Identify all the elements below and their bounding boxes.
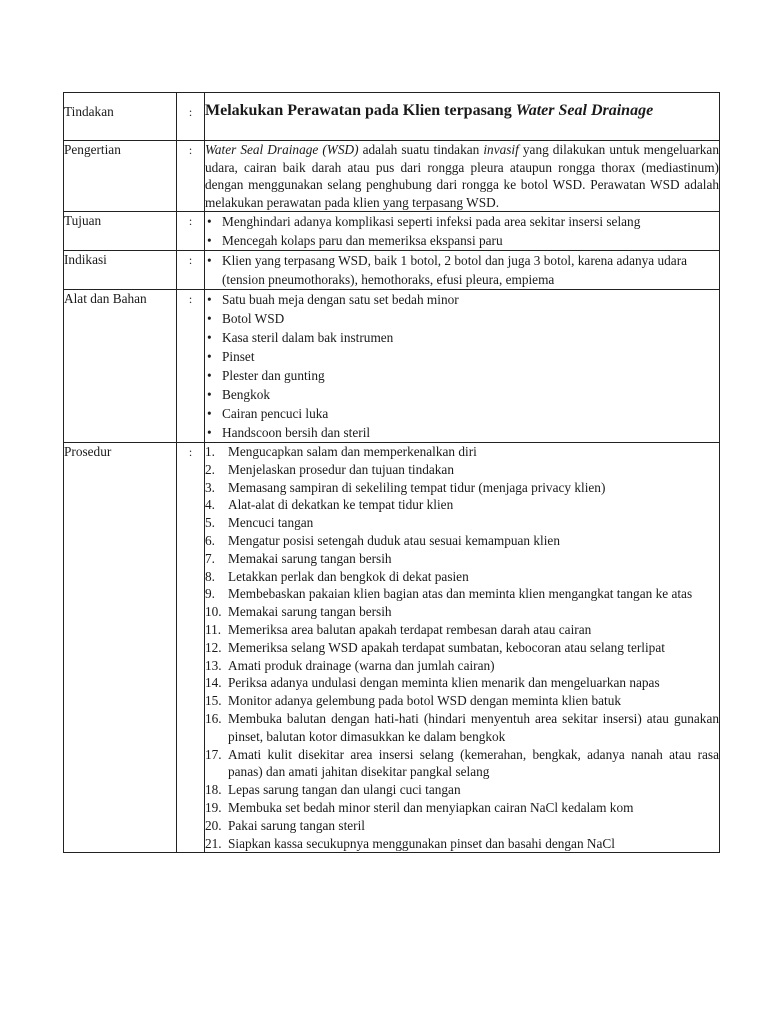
step-text: Siapkan kassa secukupnya menggunakan pinset dan basahi dengan NaCl — [228, 835, 615, 851]
procedure-step — [205, 496, 719, 514]
procedure-step — [205, 532, 719, 550]
step-number: 2. — [205, 461, 215, 477]
row-alat — [64, 290, 720, 443]
step-number: 13. — [205, 657, 222, 673]
colon-separator: : — [177, 443, 205, 853]
procedure-step — [205, 657, 719, 675]
procedure-step — [205, 621, 719, 639]
procedure-step — [205, 710, 719, 746]
list-item: • Plester dan gunting — [205, 366, 719, 385]
definition-italic-term: Water Seal Drainage (WSD) — [205, 142, 359, 157]
equipment-cell — [205, 290, 720, 443]
step-number: 16. — [205, 710, 222, 726]
colon-separator: : — [177, 251, 205, 290]
step-number: 9. — [205, 586, 215, 602]
procedure-step — [205, 568, 719, 586]
step-number: 7. — [205, 550, 215, 566]
procedure-step — [205, 692, 719, 710]
step-text: Mengucapkan salam dan memperkenalkan diri — [228, 444, 477, 459]
objectives-list — [205, 212, 719, 250]
procedure-step — [205, 639, 719, 657]
step-number: 3. — [205, 479, 215, 495]
indications-list — [205, 251, 719, 289]
title-italic: Water Seal Drainage — [515, 102, 654, 119]
procedure-cell — [205, 443, 720, 853]
step-text: Menjelaskan prosedur dan tujuan tindakan — [228, 461, 454, 477]
row-label-tujuan: Tujuan — [64, 212, 177, 251]
row-label-tindakan: Tindakan — [64, 93, 177, 141]
procedure-step — [205, 835, 719, 853]
list-item: • Bengkok — [205, 385, 719, 404]
procedure-step — [205, 585, 719, 603]
step-number: 10. — [205, 604, 222, 620]
row-label-alat: Alat dan Bahan — [64, 290, 177, 443]
step-number: 15. — [205, 693, 222, 709]
step-number: 14. — [205, 675, 222, 691]
list-item: • Cairan pencuci luka — [205, 404, 719, 423]
row-prosedur — [64, 443, 720, 853]
procedure-step — [205, 781, 719, 799]
title-main: Melakukan Perawatan pada Klien terpasang — [205, 102, 516, 119]
step-number: 17. — [205, 746, 222, 762]
procedure-step — [205, 461, 719, 479]
step-text: Memakai sarung tangan bersih — [228, 550, 392, 566]
step-number: 5. — [205, 515, 215, 531]
step-text: Memasang sampiran di sekeliling tempat tidur (menjaga privacy klien) — [228, 479, 606, 495]
step-number: 21. — [205, 835, 222, 851]
step-number: 1. — [205, 444, 215, 459]
list-item: • Klien yang terpasang WSD, baik 1 botol, 2 botol dan juga 3 botol, karena adanya udara (tension pneumothoraks), hemothoraks, efusi pleura, empiema — [205, 251, 719, 289]
step-number: 20. — [205, 817, 222, 833]
row-label-indikasi: Indikasi — [64, 251, 177, 290]
step-text: Memakai sarung tangan bersih — [228, 604, 392, 620]
step-text: Alat-alat di dekatkan ke tempat tidur klien — [228, 497, 454, 513]
step-text: Memeriksa area balutan apakah terdapat rembesan darah atau cairan — [228, 621, 592, 637]
step-text: Membuka set bedah minor steril dan menyiapkan cairan NaCl kedalam kom — [228, 799, 634, 815]
colon-separator: : — [177, 290, 205, 443]
procedure-step — [205, 603, 719, 621]
step-text: Mencuci tangan — [228, 515, 314, 531]
colon-separator: : — [177, 212, 205, 251]
procedure-title — [205, 93, 720, 141]
step-number: 8. — [205, 568, 215, 584]
step-text: Mengatur posisi setengah duduk atau sesuai kemampuan klien — [228, 532, 560, 548]
colon-separator: : — [177, 93, 205, 141]
step-text: Memeriksa selang WSD apakah terdapat sumbatan, kebocoran atau selang terlipat — [228, 639, 665, 655]
definition-text — [205, 141, 720, 212]
step-number: 4. — [205, 497, 215, 513]
row-tindakan — [64, 93, 720, 141]
row-pengertian — [64, 141, 720, 212]
step-text: Periksa adanya undulasi dengan meminta klien menarik dan mengeluarkan napas — [228, 675, 660, 691]
step-number: 18. — [205, 782, 222, 798]
list-item: • Botol WSD — [205, 309, 719, 328]
procedure-step — [205, 746, 719, 782]
step-number: 11. — [205, 621, 222, 637]
procedure-step — [205, 817, 719, 835]
procedure-step — [205, 443, 719, 461]
procedure-step — [205, 799, 719, 817]
list-item: • Pinset — [205, 347, 719, 366]
step-text: Amati kulit disekitar area insersi selang (kemerahan, bengkak, adanya nanah atau rasa panas) dan amati jahitan disekitar pangkal selang — [228, 746, 719, 780]
list-item: • Satu buah meja dengan satu set bedah minor — [205, 290, 719, 309]
step-text: Amati produk drainage (warna dan jumlah cairan) — [228, 657, 495, 673]
definition-italic-word: invasif — [483, 142, 519, 157]
row-tujuan — [64, 212, 720, 251]
indications-cell — [205, 251, 720, 290]
procedure-steps — [205, 443, 719, 852]
definition-segment: yang dilakukan untuk mengeluarkan udara, cairan baik darah atau pus dari rongga pleura ataupun rongga thorax (mediastinum) dengan menggunakan selang penghubung dari rongga ke botol WSD. Perawatan WSD adalah melakukan perawatan pada klien yang terpasang WSD. — [205, 142, 719, 210]
step-text: Letakkan perlak dan bengkok di dekat pasien — [228, 568, 469, 584]
equipment-list — [205, 290, 719, 442]
step-text: Membebaskan pakaian klien bagian atas dan meminta klien mengangkat tangan ke atas — [228, 586, 693, 602]
procedure-step — [205, 479, 719, 497]
row-indikasi — [64, 251, 720, 290]
step-number: 6. — [205, 532, 215, 548]
row-label-pengertian: Pengertian — [64, 141, 177, 212]
row-label-prosedur: Prosedur — [64, 443, 177, 853]
procedure-step — [205, 550, 719, 568]
list-item: • Menghindari adanya komplikasi seperti infeksi pada area sekitar insersi selang — [205, 212, 719, 231]
procedure-step — [205, 674, 719, 692]
colon-separator: : — [177, 141, 205, 212]
step-text: Membuka balutan dengan hati-hati (hindari menyentuh area sekitar insersi) atau gunakan pinset, balutan kotor dimasukkan ke dalam bengkok — [228, 710, 719, 744]
procedure-table — [63, 92, 720, 853]
objectives-cell — [205, 212, 720, 251]
step-text: Lepas sarung tangan dan ulangi cuci tangan — [228, 782, 461, 798]
list-item: • Kasa steril dalam bak instrumen — [205, 328, 719, 347]
step-text: Pakai sarung tangan steril — [228, 817, 365, 833]
step-number: 19. — [205, 799, 222, 815]
list-item: • Handscoon bersih dan steril — [205, 423, 719, 442]
step-text: Monitor adanya gelembung pada botol WSD dengan meminta klien batuk — [228, 693, 622, 709]
step-number: 12. — [205, 639, 222, 655]
procedure-step — [205, 514, 719, 532]
definition-segment: adalah suatu tindakan — [358, 142, 484, 157]
list-item: • Mencegah kolaps paru dan memeriksa ekspansi paru — [205, 231, 719, 250]
